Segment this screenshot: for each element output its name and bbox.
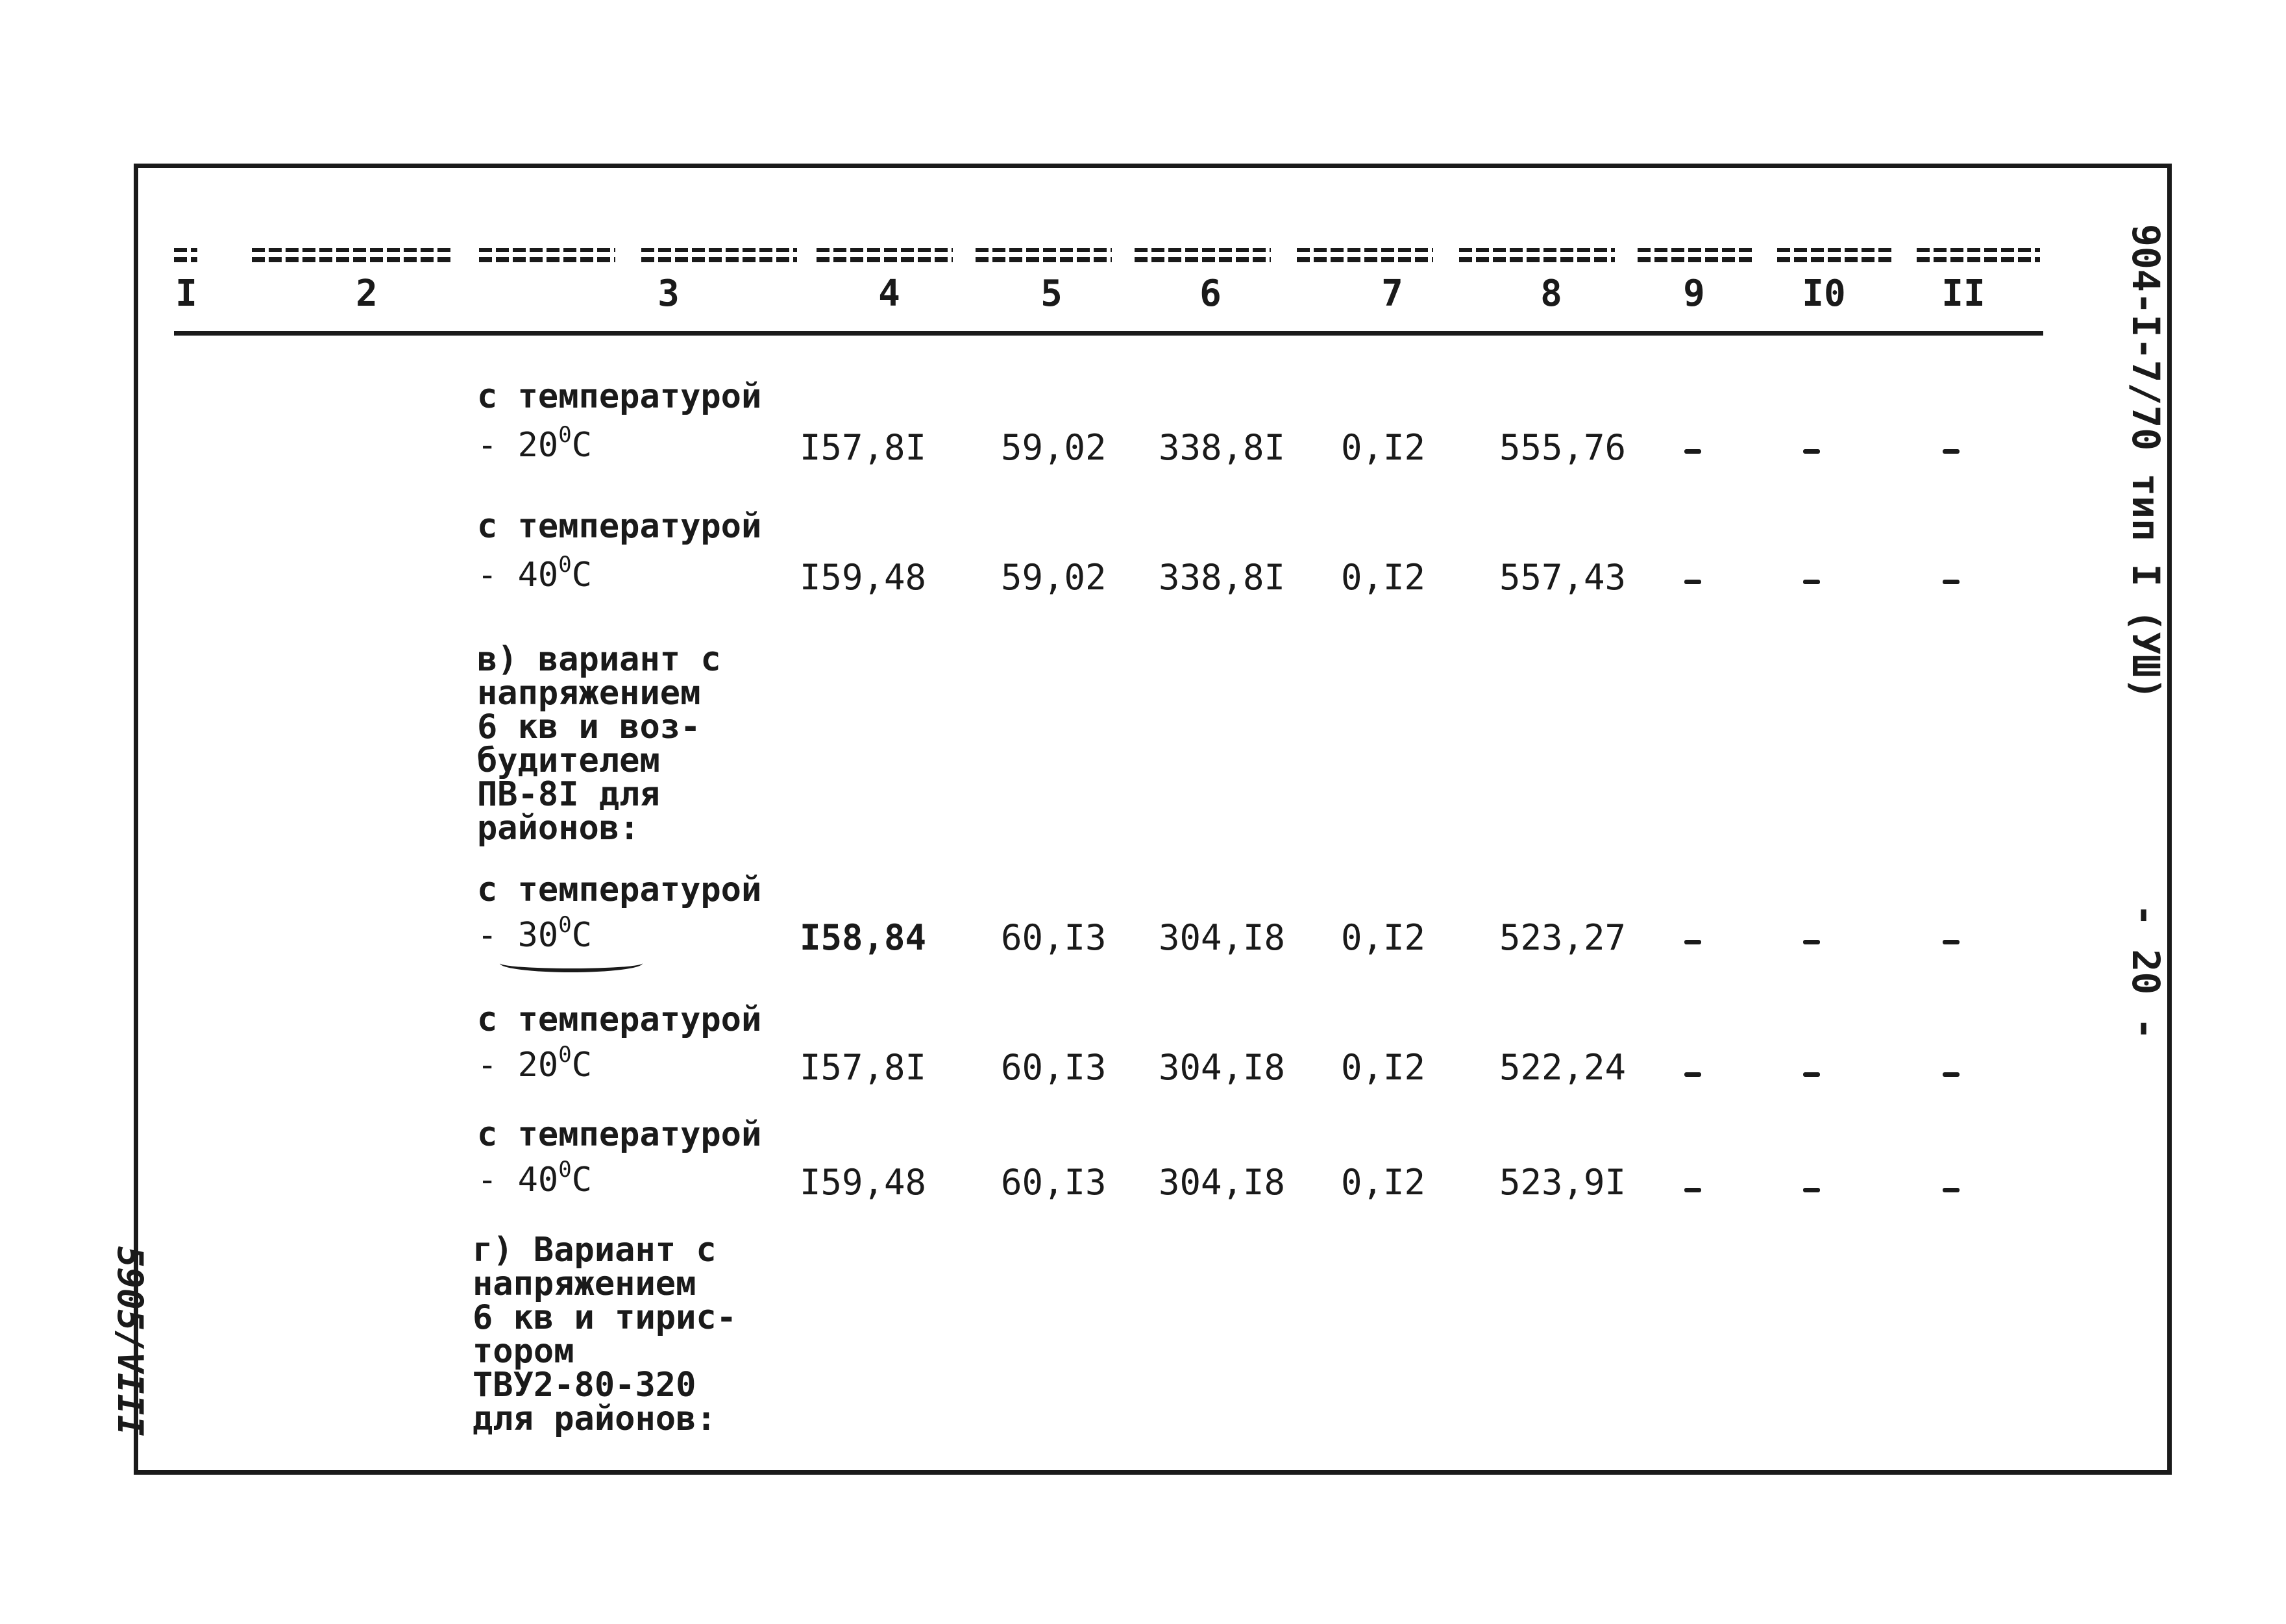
- section-heading: районов:: [477, 809, 640, 848]
- empty-cell-dash: [1803, 449, 1820, 454]
- column-header: 6: [1199, 273, 1222, 315]
- empty-cell-dash: [1943, 1188, 1960, 1192]
- cell: I59,48: [800, 557, 927, 598]
- empty-cell-dash: [1943, 940, 1960, 944]
- cell: I58,84: [800, 917, 927, 958]
- column-header: 8: [1540, 273, 1562, 315]
- cell: 60,I3: [1001, 1047, 1107, 1088]
- section-heading: напряжением: [473, 1264, 696, 1303]
- section-heading: 6 кв и воз-: [477, 707, 701, 746]
- cell: 0,I2: [1341, 917, 1426, 958]
- empty-cell-dash: [1684, 940, 1701, 944]
- empty-cell-dash: [1684, 1072, 1701, 1077]
- cell: 522,24: [1499, 1047, 1627, 1088]
- document-code: 904-I-7/70 тип I (УШ) - 20 -: [2124, 224, 2168, 1040]
- cell: 60,I3: [1001, 917, 1107, 958]
- table-frame: [134, 164, 2172, 1475]
- empty-cell-dash: [1943, 1072, 1960, 1077]
- cell: 0,I2: [1341, 1047, 1426, 1088]
- row-temperature: - $30^0С$: [477, 912, 593, 955]
- cell: 59,02: [1001, 427, 1107, 468]
- cell: 304,I8: [1159, 1162, 1286, 1203]
- row-label: с температурой: [477, 507, 762, 546]
- empty-cell-dash: [1803, 940, 1820, 944]
- empty-cell-dash: [1943, 580, 1960, 584]
- archive-stamp: 5905/VIII: [110, 1246, 151, 1436]
- cell: 60,I3: [1001, 1162, 1107, 1203]
- empty-cell-dash: [1684, 449, 1701, 454]
- section-heading: ТВУ2-80-320: [473, 1366, 696, 1405]
- row-temperature: - $20^0С$: [477, 422, 593, 465]
- section-heading: тором: [473, 1332, 574, 1371]
- section-heading: для районов:: [473, 1399, 717, 1438]
- cell: 555,76: [1499, 427, 1627, 468]
- column-header: 3: [658, 273, 680, 315]
- section-heading: г) Вариант с: [473, 1231, 717, 1270]
- column-header: I0: [1802, 273, 1846, 315]
- cell: 59,02: [1001, 557, 1107, 598]
- empty-cell-dash: [1684, 1188, 1701, 1192]
- section-heading: ПВ-8I для: [477, 775, 660, 814]
- cell: 338,8I: [1159, 427, 1286, 468]
- row-label: с температурой: [477, 1000, 762, 1039]
- empty-cell-dash: [1943, 449, 1960, 454]
- cell: I59,48: [800, 1162, 927, 1203]
- empty-cell-dash: [1803, 580, 1820, 584]
- cell: 523,27: [1499, 917, 1627, 958]
- empty-cell-dash: [1803, 1188, 1820, 1192]
- cell: I57,8I: [800, 427, 927, 468]
- row-label: с температурой: [477, 870, 762, 909]
- cell: 338,8I: [1159, 557, 1286, 598]
- cell: 0,I2: [1341, 427, 1426, 468]
- row-temperature: - $20^0С$: [477, 1042, 593, 1085]
- column-header: 4: [878, 273, 900, 315]
- section-heading: напряжением: [477, 674, 701, 713]
- row-temperature: - $40^0С$: [477, 552, 593, 595]
- column-header: I: [175, 273, 197, 315]
- column-header: 2: [356, 273, 378, 315]
- cell: 0,I2: [1341, 1162, 1426, 1203]
- empty-cell-dash: [1684, 580, 1701, 584]
- cell: 304,I8: [1159, 917, 1286, 958]
- cell: 304,I8: [1159, 1047, 1286, 1088]
- column-header: 9: [1683, 273, 1705, 315]
- handwritten-underline: [500, 954, 643, 972]
- section-heading: в) вариант с: [477, 640, 721, 679]
- section-heading: будителем: [477, 741, 660, 780]
- cell: 523,9I: [1499, 1162, 1627, 1203]
- empty-cell-dash: [1803, 1072, 1820, 1077]
- header-bottom-rule: [174, 331, 2043, 336]
- column-header: 5: [1040, 273, 1063, 315]
- column-header: II: [1941, 273, 1985, 315]
- row-label: с температурой: [477, 1115, 762, 1154]
- row-label: с температурой: [477, 377, 762, 416]
- cell: I57,8I: [800, 1047, 927, 1088]
- row-temperature: - $40^0С$: [477, 1157, 593, 1200]
- section-heading: 6 кв и тирис-: [473, 1298, 737, 1337]
- cell: 0,I2: [1341, 557, 1426, 598]
- header-top-rule: [174, 248, 2043, 262]
- column-header: 7: [1381, 273, 1403, 315]
- cell: 557,43: [1499, 557, 1627, 598]
